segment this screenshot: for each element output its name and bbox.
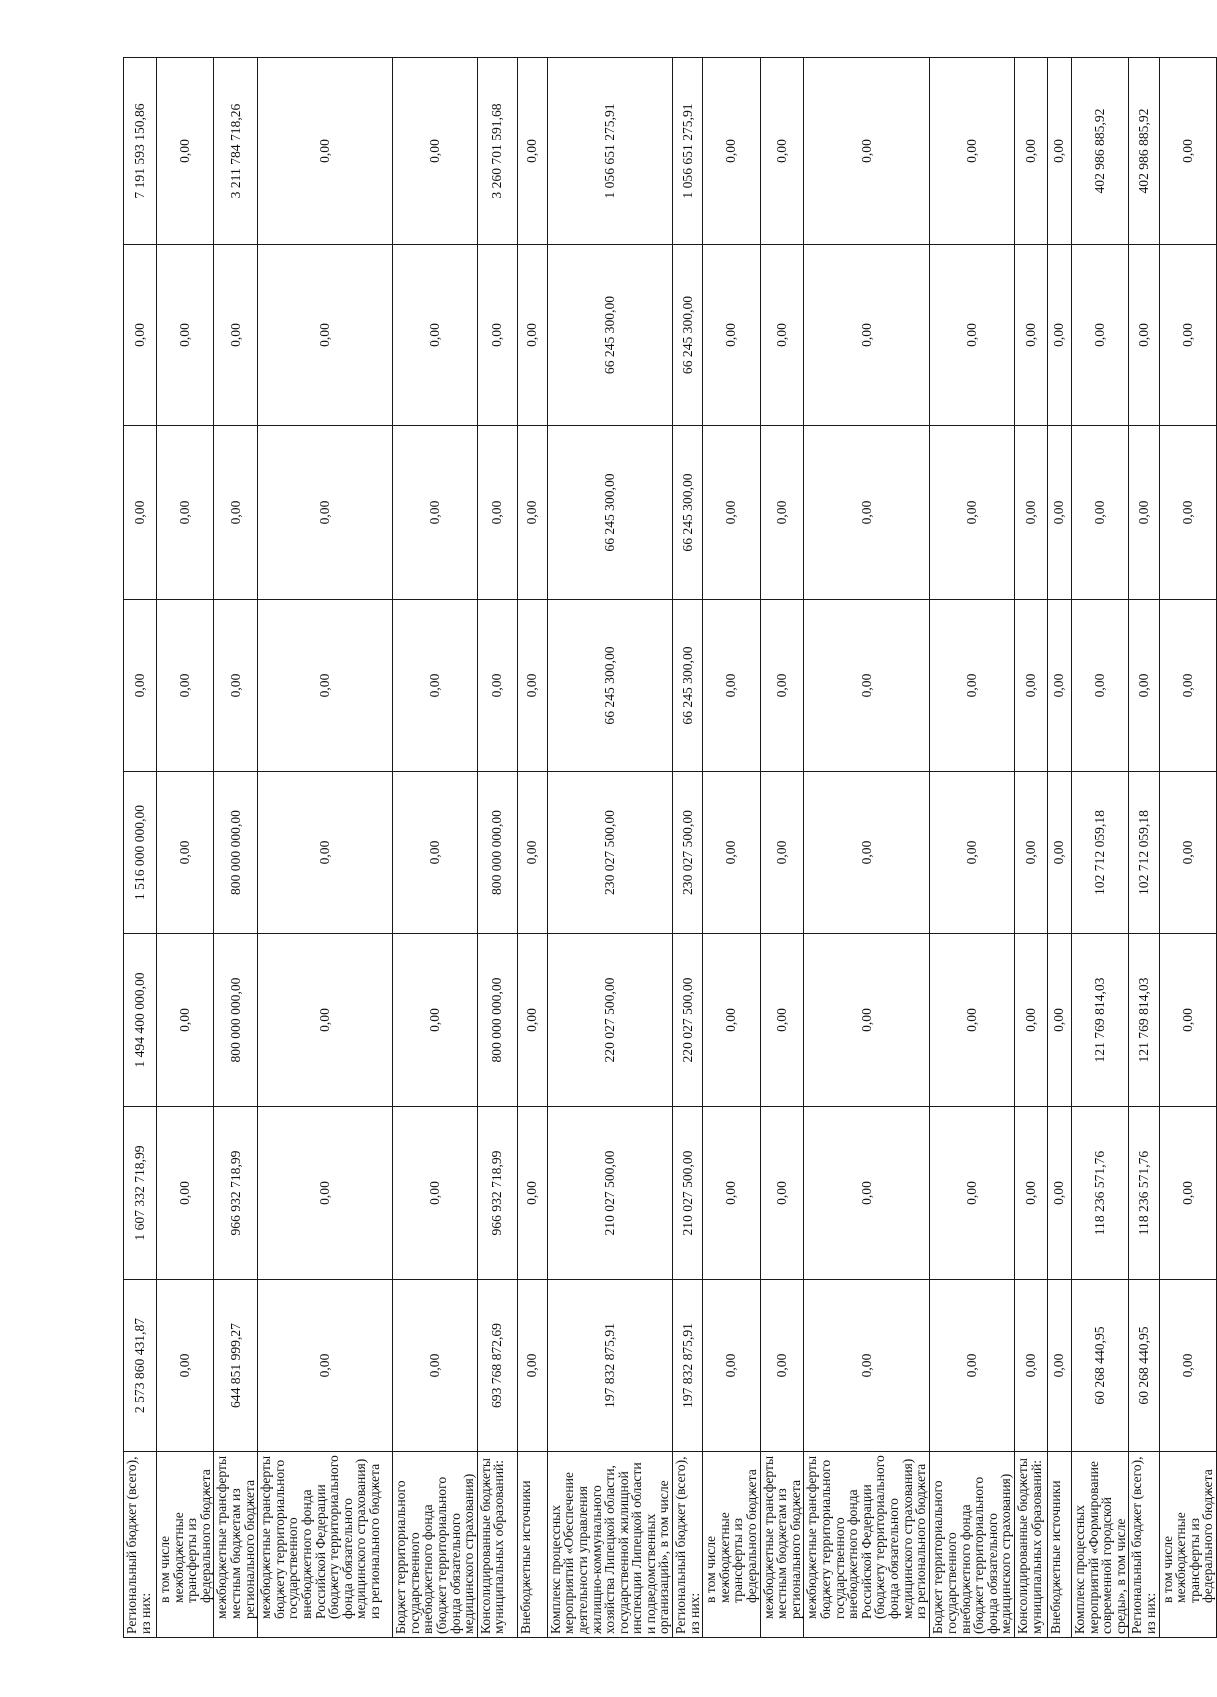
value-cell: 0,00 <box>1159 426 1216 600</box>
value-cell: 0,00 <box>1159 58 1216 245</box>
row-label: межбюджетные трансферты бюджету территориального государственного внебюджетного фонда Российской Федерации (бюджету территориального фонда обязательного медицинского страхования) из регионального бюджета <box>258 1452 393 1638</box>
value-cell: 0,00 <box>703 245 760 426</box>
table-row <box>804 58 930 1638</box>
value-cell: 0,00 <box>703 772 760 934</box>
value-cell: 121 769 814,03 <box>1071 934 1128 1107</box>
value-cell: 0,00 <box>157 1280 214 1452</box>
value-cell: 0,00 <box>930 1280 1015 1452</box>
value-cell: 0,00 <box>1014 1107 1047 1280</box>
value-cell: 0,00 <box>517 245 547 426</box>
budget-table <box>123 57 1217 1638</box>
value-cell: 0,00 <box>703 934 760 1107</box>
value-cell: 0,00 <box>124 600 157 772</box>
value-cell: 0,00 <box>930 934 1015 1107</box>
value-cell: 0,00 <box>517 600 547 772</box>
value-cell: 0,00 <box>930 600 1015 772</box>
value-cell: 66 245 300,00 <box>547 245 672 426</box>
value-cell: 220 027 500,00 <box>673 934 703 1107</box>
table-row <box>760 58 804 1638</box>
row-label: в том числе межбюджетные трансферты из федерального бюджета <box>157 1452 214 1638</box>
value-cell: 0,00 <box>703 600 760 772</box>
value-cell: 0,00 <box>1047 1107 1071 1280</box>
value-cell: 0,00 <box>804 772 930 934</box>
table-row <box>1047 58 1071 1638</box>
value-cell: 66 245 300,00 <box>673 245 703 426</box>
value-cell: 0,00 <box>1159 1107 1216 1280</box>
value-cell: 0,00 <box>393 1107 478 1280</box>
value-cell: 0,00 <box>157 600 214 772</box>
value-cell: 0,00 <box>930 58 1015 245</box>
value-cell: 0,00 <box>393 772 478 934</box>
value-cell: 0,00 <box>930 245 1015 426</box>
value-cell: 0,00 <box>393 600 478 772</box>
value-cell: 0,00 <box>930 426 1015 600</box>
value-cell: 0,00 <box>1071 245 1128 426</box>
value-cell: 0,00 <box>517 934 547 1107</box>
row-label: Бюджет территориального государственного внебюджетного фонда (бюджет территориального фонда обязательного медицинского страхования) <box>393 1452 478 1638</box>
value-cell: 0,00 <box>157 426 214 600</box>
value-cell: 0,00 <box>477 426 517 600</box>
value-cell: 3 260 701 591,68 <box>477 58 517 245</box>
value-cell: 0,00 <box>804 58 930 245</box>
value-cell: 0,00 <box>1159 772 1216 934</box>
row-label: Комплекс процессных мероприятий «Формирование современной городской среды», в том числе <box>1071 1452 1128 1638</box>
value-cell: 230 027 500,00 <box>673 772 703 934</box>
value-cell: 0,00 <box>703 426 760 600</box>
value-cell: 0,00 <box>760 1280 804 1452</box>
value-cell: 0,00 <box>258 934 393 1107</box>
value-cell: 118 236 571,76 <box>1071 1107 1128 1280</box>
value-cell: 0,00 <box>760 934 804 1107</box>
value-cell: 0,00 <box>214 245 258 426</box>
value-cell: 0,00 <box>1014 600 1047 772</box>
value-cell: 3 211 784 718,26 <box>214 58 258 245</box>
table-row <box>157 58 214 1638</box>
value-cell: 693 768 872,69 <box>477 1280 517 1452</box>
value-cell: 210 027 500,00 <box>547 1107 672 1280</box>
table-row <box>124 58 157 1638</box>
value-cell: 0,00 <box>1159 600 1216 772</box>
value-cell: 0,00 <box>804 426 930 600</box>
value-cell: 0,00 <box>258 772 393 934</box>
row-label: Региональный бюджет (всего), из них: <box>124 1452 157 1638</box>
value-cell: 0,00 <box>1047 600 1071 772</box>
value-cell: 0,00 <box>1014 772 1047 934</box>
row-label: Консолидированные бюджеты муниципальных образований: <box>477 1452 517 1638</box>
value-cell: 0,00 <box>804 1280 930 1452</box>
value-cell: 0,00 <box>703 1107 760 1280</box>
value-cell: 0,00 <box>124 426 157 600</box>
value-cell: 0,00 <box>517 1280 547 1452</box>
value-cell: 0,00 <box>393 58 478 245</box>
value-cell: 1 056 651 275,91 <box>547 58 672 245</box>
value-cell: 118 236 571,76 <box>1129 1107 1159 1280</box>
value-cell: 0,00 <box>1159 934 1216 1107</box>
value-cell: 800 000 000,00 <box>477 934 517 1107</box>
table-row <box>703 58 760 1638</box>
value-cell: 7 191 593 150,86 <box>124 58 157 245</box>
value-cell: 0,00 <box>1129 245 1159 426</box>
value-cell: 0,00 <box>258 1280 393 1452</box>
value-cell: 66 245 300,00 <box>547 426 672 600</box>
value-cell: 0,00 <box>1071 426 1128 600</box>
value-cell: 966 932 718,99 <box>477 1107 517 1280</box>
value-cell: 0,00 <box>703 58 760 245</box>
value-cell: 0,00 <box>1047 1280 1071 1452</box>
row-label: межбюджетные трансферты местным бюджетам из регионального бюджета <box>760 1452 804 1638</box>
table-row <box>673 58 703 1638</box>
table-row <box>214 58 258 1638</box>
value-cell: 0,00 <box>258 600 393 772</box>
value-cell: 0,00 <box>517 772 547 934</box>
value-cell: 0,00 <box>214 600 258 772</box>
table-row <box>517 58 547 1638</box>
value-cell: 0,00 <box>760 245 804 426</box>
value-cell: 966 932 718,99 <box>214 1107 258 1280</box>
value-cell: 0,00 <box>804 1107 930 1280</box>
value-cell: 0,00 <box>393 1280 478 1452</box>
value-cell: 210 027 500,00 <box>673 1107 703 1280</box>
value-cell: 66 245 300,00 <box>673 600 703 772</box>
value-cell: 0,00 <box>1014 934 1047 1107</box>
value-cell: 644 851 999,27 <box>214 1280 258 1452</box>
value-cell: 66 245 300,00 <box>547 600 672 772</box>
value-cell: 197 832 875,91 <box>673 1280 703 1452</box>
value-cell: 121 769 814,03 <box>1129 934 1159 1107</box>
value-cell: 0,00 <box>1159 1280 1216 1452</box>
value-cell: 0,00 <box>1014 426 1047 600</box>
value-cell: 0,00 <box>1159 245 1216 426</box>
value-cell: 0,00 <box>1047 426 1071 600</box>
table-row <box>477 58 517 1638</box>
value-cell: 102 712 059,18 <box>1071 772 1128 934</box>
value-cell: 0,00 <box>258 58 393 245</box>
value-cell: 1 607 332 718,99 <box>124 1107 157 1280</box>
value-cell: 0,00 <box>1071 600 1128 772</box>
value-cell: 0,00 <box>157 58 214 245</box>
value-cell: 0,00 <box>157 934 214 1107</box>
table-body <box>124 58 1217 1638</box>
value-cell: 0,00 <box>1129 600 1159 772</box>
value-cell: 0,00 <box>517 426 547 600</box>
value-cell: 1 494 400 000,00 <box>124 934 157 1107</box>
row-label: Региональный бюджет (всего), из них: <box>1129 1452 1159 1638</box>
value-cell: 197 832 875,91 <box>547 1280 672 1452</box>
value-cell: 0,00 <box>393 245 478 426</box>
value-cell: 102 712 059,18 <box>1129 772 1159 934</box>
value-cell: 60 268 440,95 <box>1071 1280 1128 1452</box>
value-cell: 0,00 <box>1129 426 1159 600</box>
value-cell: 0,00 <box>1047 58 1071 245</box>
value-cell: 0,00 <box>157 772 214 934</box>
value-cell: 2 573 860 431,87 <box>124 1280 157 1452</box>
value-cell: 0,00 <box>258 1107 393 1280</box>
value-cell: 0,00 <box>703 1280 760 1452</box>
value-cell: 0,00 <box>1047 772 1071 934</box>
value-cell: 220 027 500,00 <box>547 934 672 1107</box>
row-label: Консолидированные бюджеты муниципальных образований: <box>1014 1452 1047 1638</box>
value-cell: 0,00 <box>804 934 930 1107</box>
value-cell: 1 516 000 000,00 <box>124 772 157 934</box>
value-cell: 0,00 <box>124 245 157 426</box>
value-cell: 0,00 <box>258 426 393 600</box>
table-row <box>258 58 393 1638</box>
value-cell: 0,00 <box>214 426 258 600</box>
row-label: в том числе межбюджетные трансферты из федерального бюджета <box>1159 1452 1216 1638</box>
table-row <box>1129 58 1159 1638</box>
value-cell: 800 000 000,00 <box>214 772 258 934</box>
value-cell: 230 027 500,00 <box>547 772 672 934</box>
table-row <box>1014 58 1047 1638</box>
value-cell: 0,00 <box>258 245 393 426</box>
value-cell: 0,00 <box>477 600 517 772</box>
value-cell: 0,00 <box>760 1107 804 1280</box>
row-label: в том числе межбюджетные трансферты из федерального бюджета <box>703 1452 760 1638</box>
row-label: межбюджетные трансферты местным бюджетам из регионального бюджета <box>214 1452 258 1638</box>
row-label: Бюджет территориального государственного внебюджетного фонда (бюджет территориального фонда обязательного медицинского страхования) <box>930 1452 1015 1638</box>
value-cell: 1 056 651 275,91 <box>673 58 703 245</box>
value-cell: 0,00 <box>760 600 804 772</box>
value-cell: 0,00 <box>393 934 478 1107</box>
value-cell: 0,00 <box>157 245 214 426</box>
table-row <box>547 58 672 1638</box>
value-cell: 0,00 <box>760 58 804 245</box>
value-cell: 0,00 <box>760 772 804 934</box>
value-cell: 0,00 <box>517 58 547 245</box>
value-cell: 800 000 000,00 <box>477 772 517 934</box>
value-cell: 0,00 <box>393 426 478 600</box>
value-cell: 0,00 <box>1047 934 1071 1107</box>
table-row <box>930 58 1015 1638</box>
value-cell: 0,00 <box>804 600 930 772</box>
row-label: Внебюджетные источники <box>517 1452 547 1638</box>
row-label: Внебюджетные источники <box>1047 1452 1071 1638</box>
value-cell: 0,00 <box>760 426 804 600</box>
table-row <box>1071 58 1128 1638</box>
value-cell: 402 986 885,92 <box>1071 58 1128 245</box>
value-cell: 0,00 <box>1047 245 1071 426</box>
row-label: межбюджетные трансферты бюджету территориального государственного внебюджетного фонда Российской Федерации (бюджету территориального фонда обязательного медицинского страхования) из регионального бюджета <box>804 1452 930 1638</box>
value-cell: 800 000 000,00 <box>214 934 258 1107</box>
value-cell: 0,00 <box>157 1107 214 1280</box>
value-cell: 0,00 <box>930 772 1015 934</box>
value-cell: 0,00 <box>517 1107 547 1280</box>
value-cell: 0,00 <box>930 1107 1015 1280</box>
table-row <box>393 58 478 1638</box>
row-label: Комплекс процессных мероприятий «Обеспечение деятельности управления жилищно-коммунального хозяйства Липецкой области, государственной жилищной инспекции Липецкой области и подведомственных организаций», в том числе <box>547 1452 672 1638</box>
row-label: Региональный бюджет (всего), из них: <box>673 1452 703 1638</box>
value-cell: 0,00 <box>1014 245 1047 426</box>
value-cell: 0,00 <box>1014 58 1047 245</box>
rotated-page-content <box>123 58 1216 1638</box>
value-cell: 402 986 885,92 <box>1129 58 1159 245</box>
value-cell: 60 268 440,95 <box>1129 1280 1159 1452</box>
table-row <box>1159 58 1216 1638</box>
value-cell: 0,00 <box>477 245 517 426</box>
value-cell: 0,00 <box>804 245 930 426</box>
value-cell: 0,00 <box>1014 1280 1047 1452</box>
value-cell: 66 245 300,00 <box>673 426 703 600</box>
